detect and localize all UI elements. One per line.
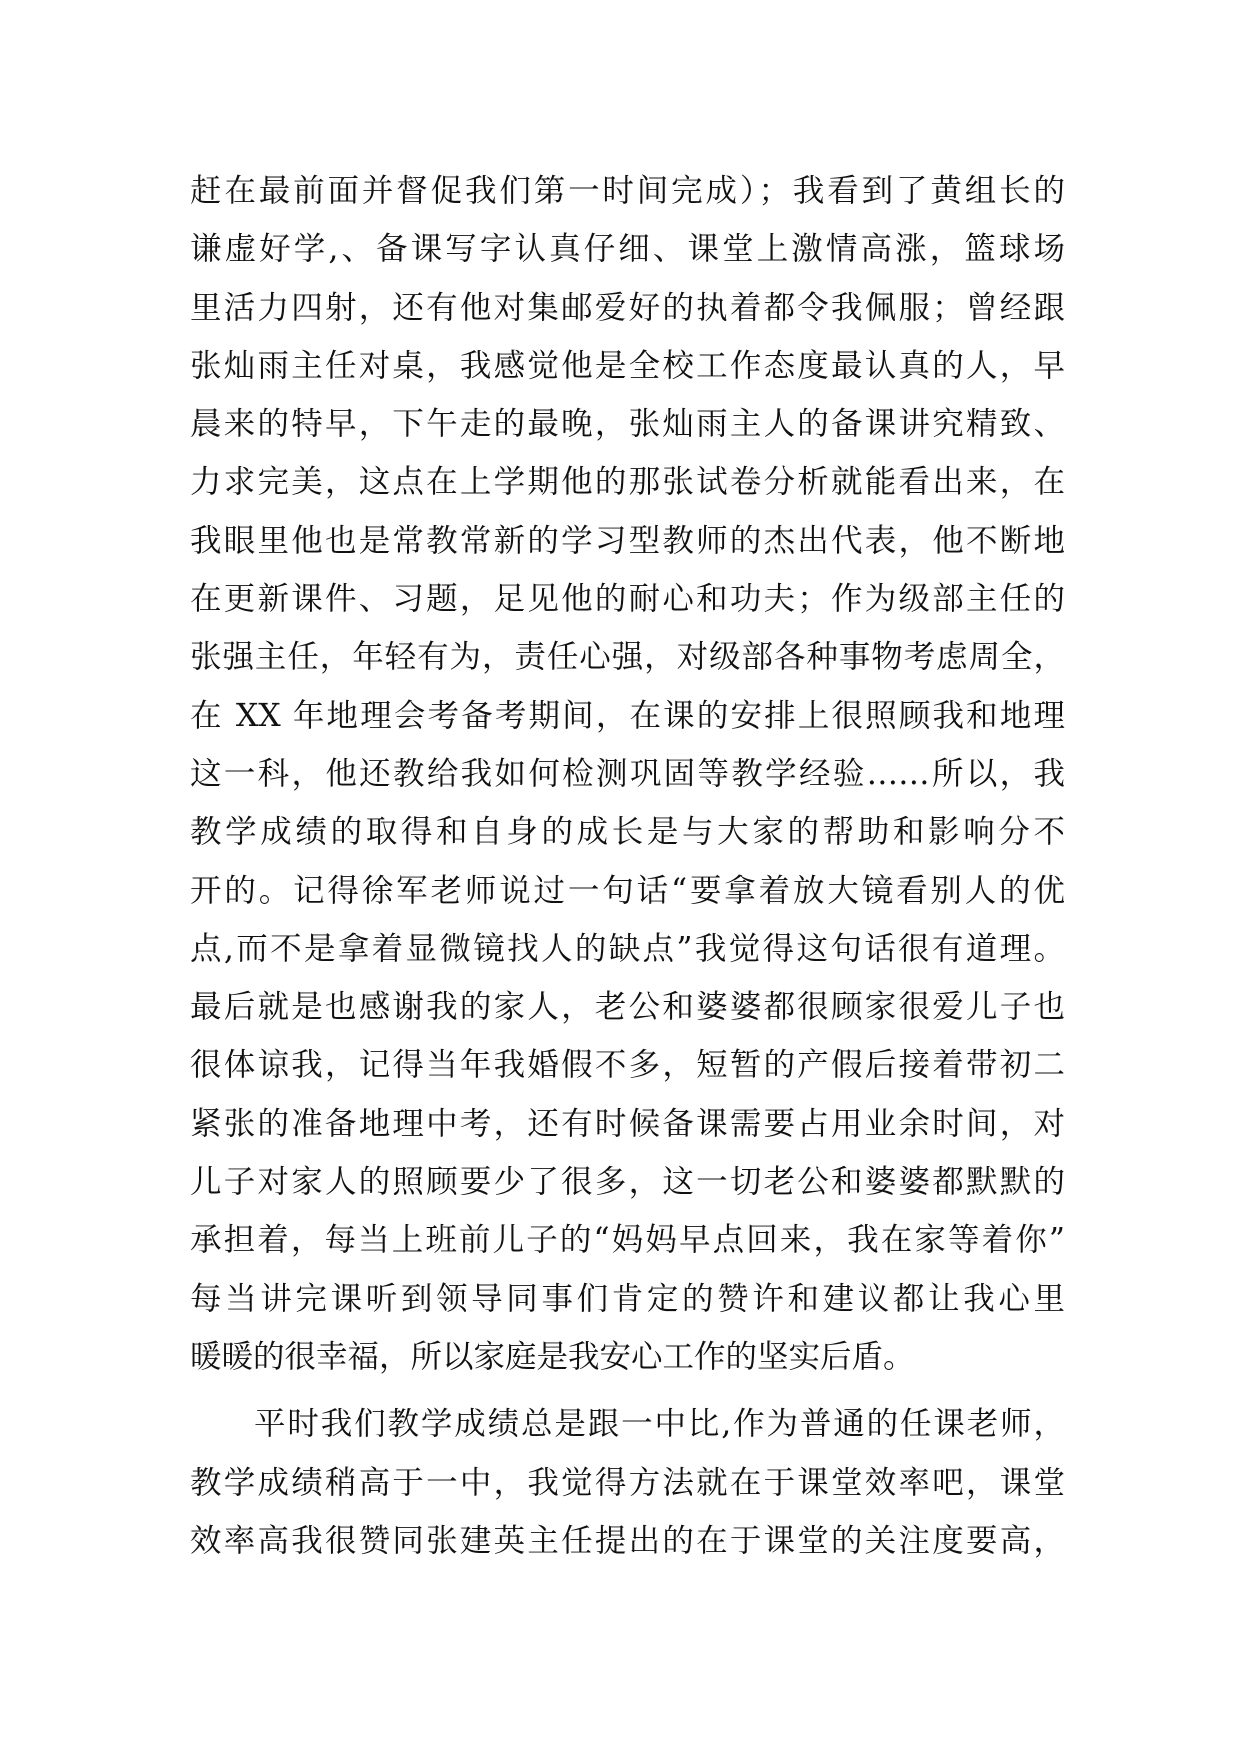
text-line: 谦虚好学,、备课写字认真仔细、课堂上激情高涨，篮球场: [190, 231, 1065, 268]
text-line: 平时我们教学成绩总是跟一中比,作为普通的任课老师，: [254, 1406, 1065, 1443]
text-line: 我眼里他也是常教常新的学习型教师的杰出代表，他不断地: [190, 522, 1065, 559]
text-line: 这一科，他还教给我如何检测巩固等教学经验……所以，我: [190, 755, 1065, 792]
text-line: 张强主任，年轻有为，责任心强，对级部各种事物考虑周全，: [190, 639, 1065, 676]
text-line: 暖暖的很幸福，所以家庭是我安心工作的坚实后盾。: [190, 1338, 915, 1375]
paragraph-2: [190, 1395, 1065, 1570]
text-line: 紧张的准备地理中考，还有时候备课需要占用业余时间，对: [190, 1105, 1065, 1142]
paragraph-gap: [190, 1386, 1065, 1395]
text-line: 赶在最前面并督促我们第一时间完成）；我看到了黄组长的: [190, 173, 1065, 209]
text-line: 承担着，每当上班前儿子的“妈妈早点回来，我在家等着你”: [190, 1222, 1065, 1259]
text-line: 每当讲完课听到领导同事们肯定的赞许和建议都让我心里: [190, 1280, 1065, 1317]
text-line: 教学成绩的取得和自身的成长是与大家的帮助和影响分不: [190, 814, 1065, 851]
text-line: 在 XX 年地理会考备考期间，在课的安排上很照顾我和地理: [190, 697, 1065, 734]
body-text: [190, 162, 1065, 1570]
text-line: 点,而不是拿着显微镜找人的缺点”我觉得这句话很有道理。: [190, 930, 1065, 967]
text-line: 很体谅我，记得当年我婚假不多，短暂的产假后接着带初二: [190, 1047, 1065, 1084]
text-line: 效率高我很赞同张建英主任提出的在于课堂的关注度要高，: [190, 1522, 1065, 1559]
text-line: 教学成绩稍高于一中，我觉得方法就在于课堂效率吧，课堂: [190, 1464, 1065, 1501]
text-line: 在更新课件、习题，足见他的耐心和功夫；作为级部主任的: [190, 581, 1065, 618]
paragraph-1: [190, 162, 1065, 1386]
text-line: 最后就是也感谢我的家人，老公和婆婆都很顾家很爱儿子也: [190, 989, 1065, 1026]
text-line: 儿子对家人的照顾要少了很多，这一切老公和婆婆都默默的: [190, 1164, 1065, 1201]
text-line: 张灿雨主任对桌，我感觉他是全校工作态度最认真的人，早: [190, 347, 1065, 384]
text-line: 里活力四射，还有他对集邮爱好的执着都令我佩服；曾经跟: [190, 289, 1065, 326]
text-line: 开的。记得徐军老师说过一句话“要拿着放大镜看别人的优: [190, 872, 1065, 909]
text-line: 力求完美，这点在上学期他的那张试卷分析就能看出来，在: [190, 464, 1065, 501]
text-line: 晨来的特早，下午走的最晚，张灿雨主人的备课讲究精致、: [190, 406, 1065, 443]
